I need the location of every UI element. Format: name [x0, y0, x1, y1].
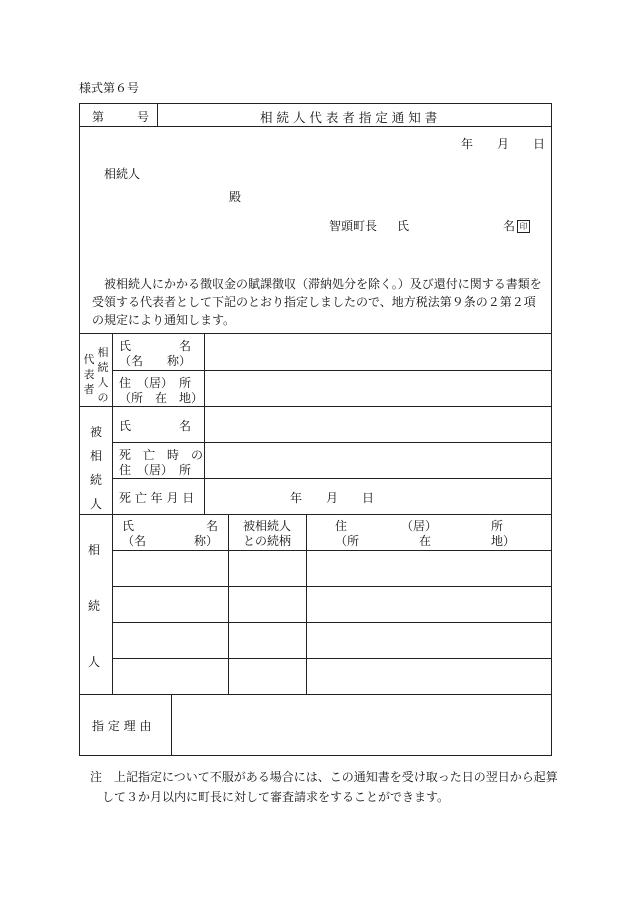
date-day: 日 — [533, 137, 546, 151]
representative-name-label-2: （名 称） — [119, 354, 192, 368]
death-date-day: 日 — [362, 491, 375, 505]
representative-address-label-2: （所 在 地） — [119, 391, 204, 405]
representative-name-label-1: 氏 名 — [119, 339, 192, 353]
representative-label-col1: 代表者 — [83, 353, 95, 396]
issuer-title: 智頭町長 — [329, 219, 378, 233]
representative-label-col2: 相続人の — [97, 346, 109, 404]
deceased-address-label-2: 住 （居） 所 — [119, 463, 192, 477]
heirs-col-relation-1: 被相続人 — [243, 519, 292, 533]
recipient-label: 相続人 — [104, 167, 141, 181]
date-year: 年 — [461, 137, 474, 151]
heirs-col-address-2: （所 在 地） — [335, 534, 516, 548]
footnote-text-1: 上記指定について不服がある場合には、この通知書を受け取った日の翌日から起算 — [114, 770, 558, 784]
heirs-col-address-1: 住 （居） 所 — [335, 519, 504, 533]
deceased-label: 被相続人 — [89, 425, 102, 511]
form-number: 様式第６号 — [79, 81, 140, 95]
deceased-name-label: 氏 名 — [119, 419, 192, 433]
death-date-label: 死 亡 年 月 日 — [119, 491, 195, 505]
issuer-name-prefix: 氏 — [397, 219, 410, 233]
seal-mark: 印 — [517, 220, 530, 233]
heirs-label-1: 相 — [88, 543, 101, 557]
death-date-month: 月 — [326, 491, 339, 505]
form-number-label-left: 第 — [92, 110, 105, 124]
recipient-honorific: 殿 — [229, 190, 242, 204]
heirs-col-relation-2: との続柄 — [243, 534, 292, 548]
heirs-col-name-2: （名 称） — [122, 534, 219, 548]
footnote-mark: 注 — [90, 770, 103, 784]
footnote-line-2: して３か月以内に町長に対して審査請求をすることができます。 — [102, 790, 450, 804]
footnote-line-1 — [90, 768, 558, 785]
death-date-year: 年 — [290, 491, 303, 505]
date-month: 月 — [497, 137, 510, 151]
heirs-col-name-1: 氏 名 — [122, 519, 219, 533]
notice-form — [79, 103, 552, 756]
heirs-label-3: 人 — [88, 655, 101, 669]
issuer-name-suffix: 名 印 — [503, 217, 530, 234]
form-title: 相 続 人 代 表 者 指 定 通 知 書 — [260, 110, 438, 125]
representative-address-label-1: 住 （居） 所 — [119, 376, 192, 390]
form-number-label-right: 号 — [137, 110, 150, 124]
deceased-address-label-1: 死 亡 時 の — [119, 448, 204, 462]
heirs-label-2: 続 — [88, 599, 101, 613]
notice-body: 被相続人にかかる徴収金の賦課徴収（滞納処分を除く。）及び還付に関する書類を受領する代表者として下記のとおり指定しましたので、地方税法第９条の２第２項の規定により通知します。 — [92, 277, 542, 327]
reason-label: 指 定 理 由 — [92, 719, 152, 733]
